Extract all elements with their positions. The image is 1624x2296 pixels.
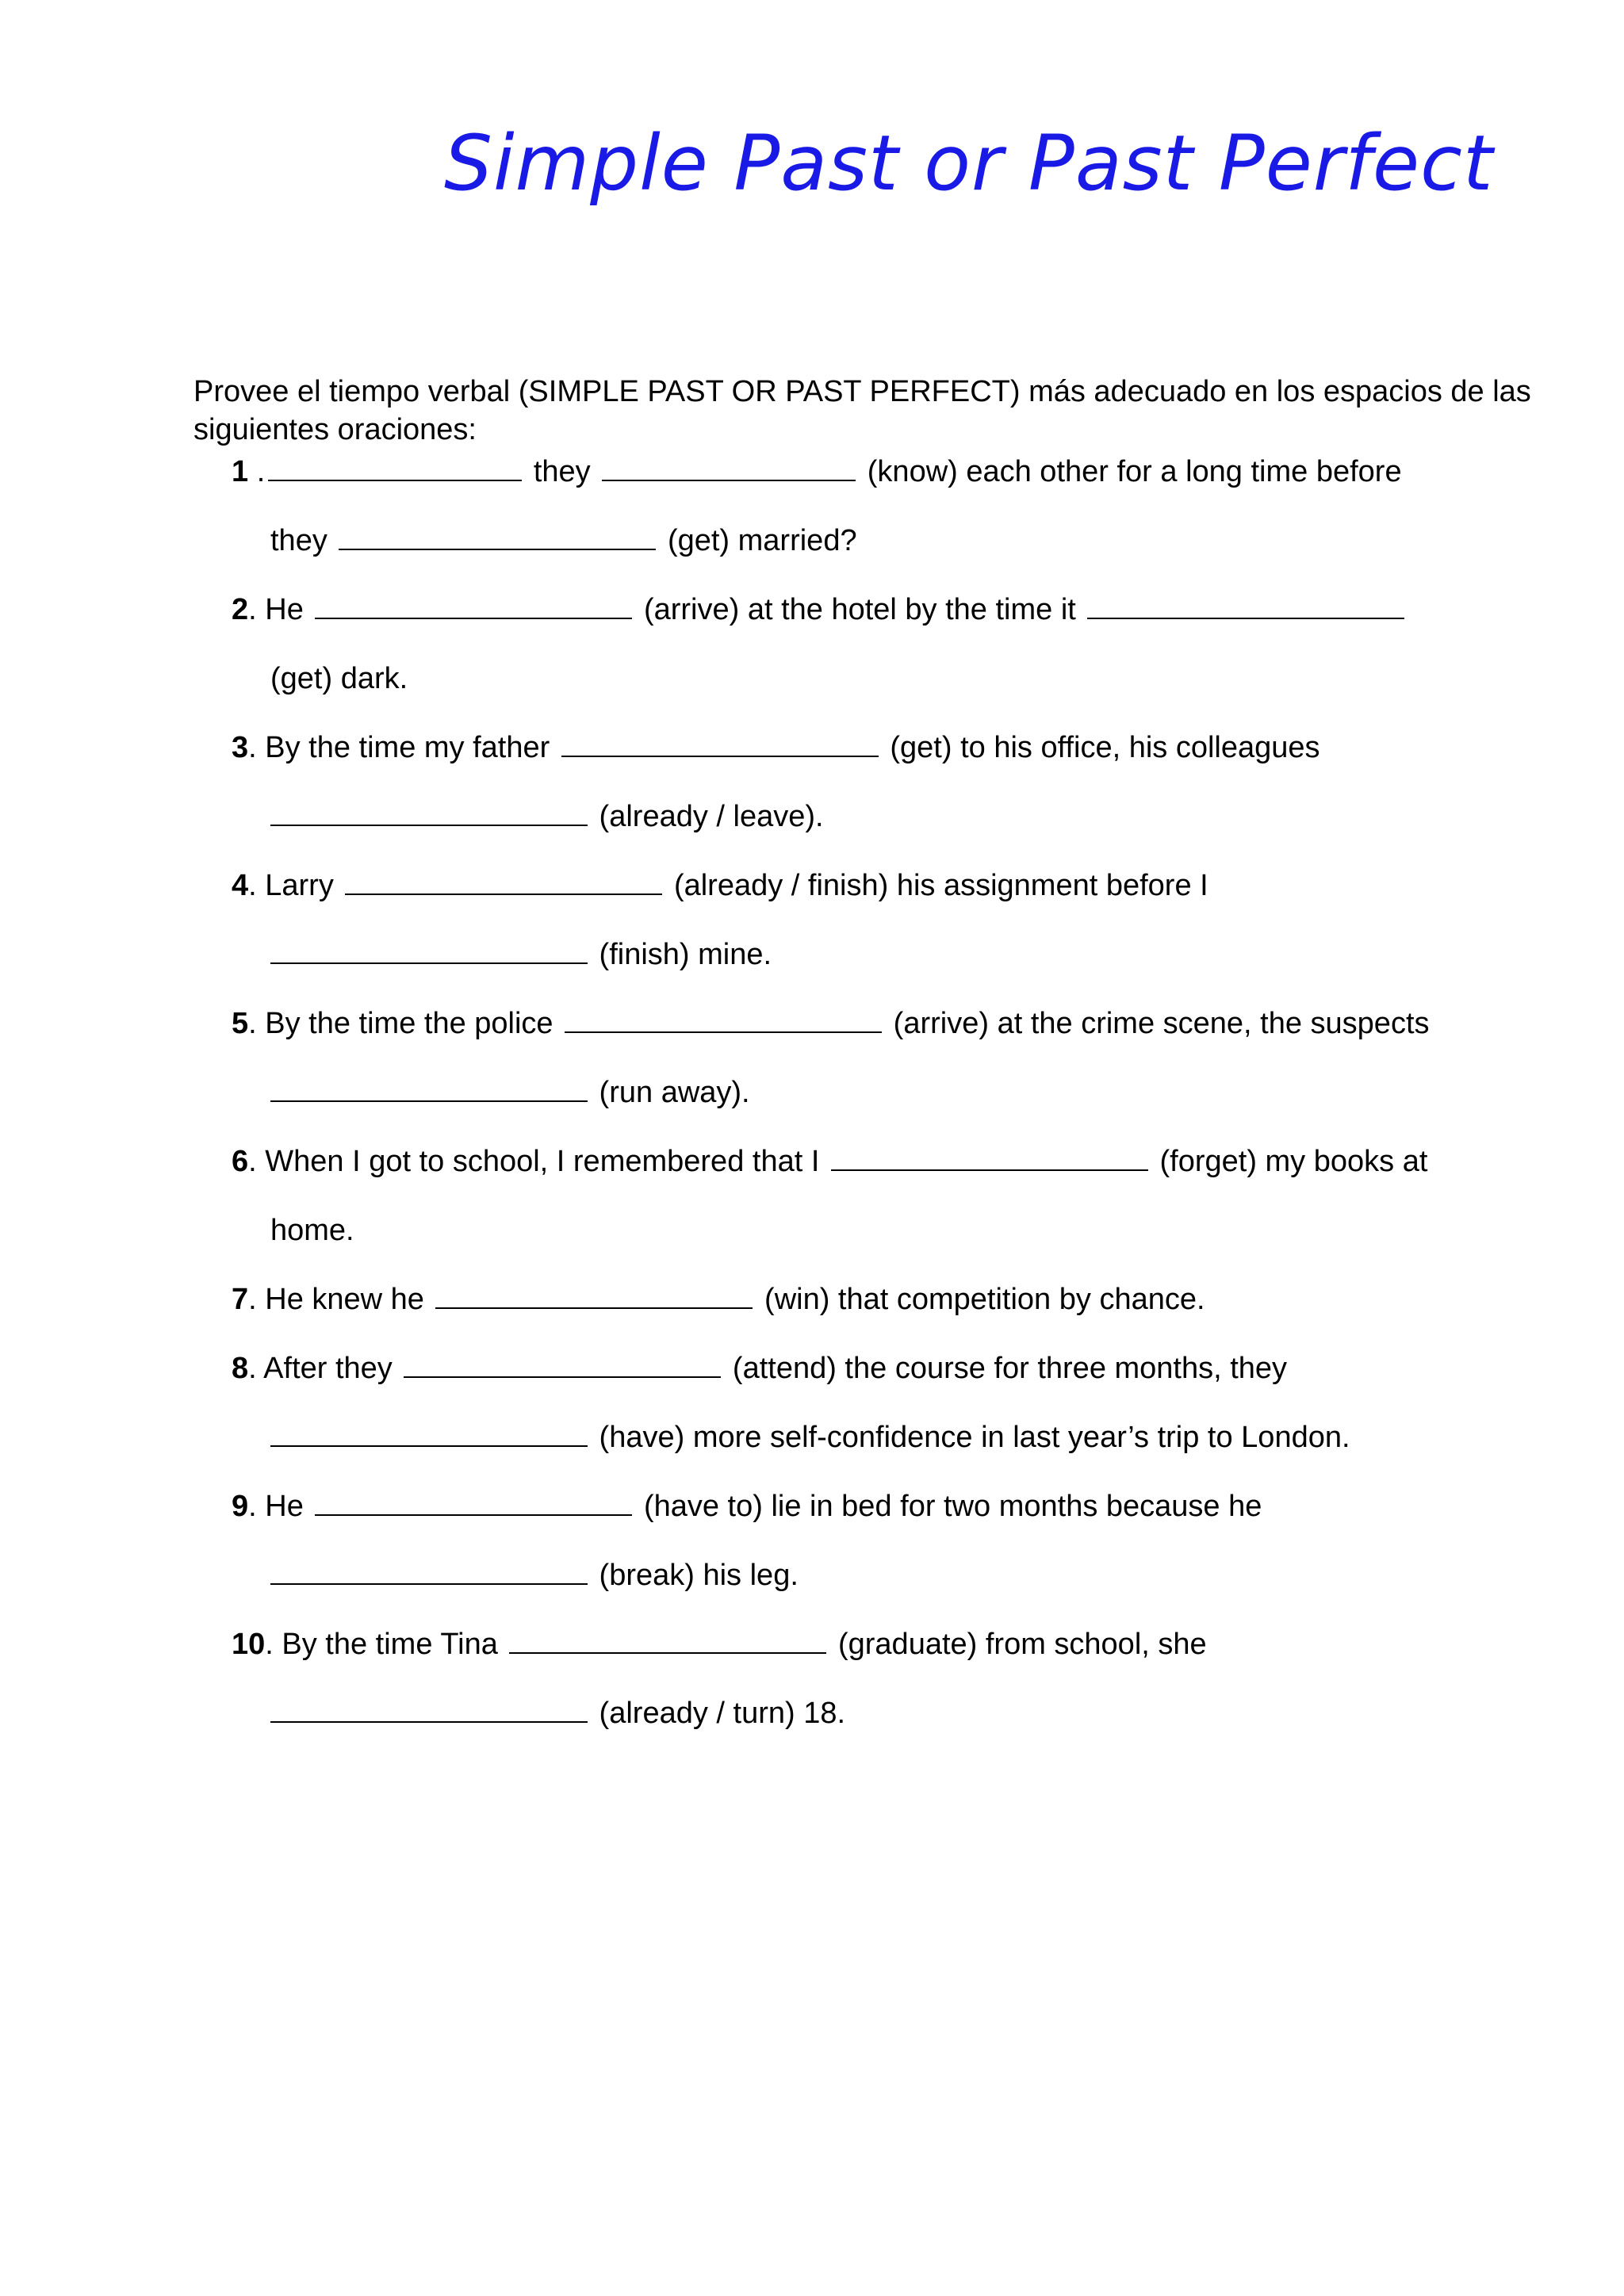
item-text: (already / turn) 18. [591, 1697, 846, 1730]
page-title: Simple Past or Past Perfect [444, 119, 1494, 208]
item-4-line-1 [232, 867, 1208, 905]
item-text: (have) more self-confidence in last year’s trip to London. [591, 1421, 1350, 1454]
answer-blank[interactable] [270, 1556, 588, 1585]
item-9-line-2 [267, 1556, 799, 1594]
item-text: (get) to his office, his colleagues [881, 731, 1320, 764]
item-text: (forget) my books at [1151, 1145, 1428, 1178]
item-number: 2 [232, 593, 249, 626]
item-2-line-1 [232, 591, 1408, 629]
item-text: (have to) lie in bed for two months because he [635, 1490, 1262, 1523]
item-number: 7 [232, 1283, 249, 1316]
item-5-line-1 [232, 1004, 1430, 1043]
answer-blank[interactable] [270, 936, 588, 964]
item-2-line-2 [270, 660, 408, 698]
item-5-line-2 [267, 1073, 750, 1112]
item-10-line-1 [232, 1625, 1207, 1663]
answer-blank[interactable] [339, 522, 656, 550]
item-text: . By the time my father [248, 731, 558, 764]
item-text: (win) that competition by chance. [756, 1283, 1205, 1316]
answer-blank[interactable] [1087, 591, 1404, 619]
item-text: (know) each other for a long time before [859, 455, 1402, 488]
item-number: 5 [232, 1007, 249, 1040]
item-number: 9 [232, 1490, 249, 1523]
item-7-line-1 [232, 1280, 1205, 1318]
item-text [248, 455, 257, 488]
item-number: 6 [232, 1145, 249, 1178]
item-text: . By the time Tina [265, 1628, 507, 1661]
item-text: . After they [248, 1352, 401, 1385]
instructions-text: Provee el tiempo verbal (SIMPLE PAST OR PAST PERFECT) más adecuado en los espacios de las siguientes oraciones: [193, 375, 1531, 446]
item-number: 1 [232, 455, 249, 488]
answer-blank[interactable] [270, 1073, 588, 1102]
item-text: (already / leave). [591, 800, 824, 833]
answer-blank[interactable] [315, 1487, 632, 1516]
item-text: . By the time the police [248, 1007, 562, 1040]
item-text: . Larry [248, 869, 343, 902]
item-8-line-1 [232, 1349, 1287, 1387]
item-1-line-1: 1 . they (know) each other for a long time before [232, 453, 1402, 491]
item-number: 4 [232, 869, 249, 902]
item-text: (arrive) at the crime scene, the suspects [885, 1007, 1430, 1040]
answer-blank[interactable] [565, 1004, 882, 1033]
answer-blank[interactable] [602, 453, 856, 481]
item-text: . He knew he [248, 1283, 433, 1316]
item-text: they [270, 524, 336, 557]
item-number: 3 [232, 731, 249, 764]
item-text: (arrive) at the hotel by the time it [635, 593, 1085, 626]
item-text: home. [270, 1214, 354, 1247]
item-6-line-1 [232, 1142, 1427, 1181]
item-4-line-2 [267, 936, 772, 974]
item-text: (get) married? [659, 524, 857, 557]
item-text: (run away). [591, 1076, 750, 1109]
item-text: (break) his leg. [591, 1559, 799, 1592]
answer-blank[interactable] [435, 1280, 753, 1309]
item-text: (graduate) from school, she [829, 1628, 1207, 1661]
item-text: (finish) mine. [591, 938, 772, 971]
item-text: . He [248, 1490, 312, 1523]
answer-blank[interactable] [831, 1142, 1148, 1171]
answer-blank[interactable] [561, 729, 879, 757]
answer-blank[interactable] [270, 1694, 588, 1723]
item-text: (get) dark. [270, 662, 408, 695]
answer-blank[interactable] [270, 1418, 588, 1447]
item-text: (already / finish) his assignment before I [665, 869, 1208, 902]
answer-blank[interactable] [268, 453, 522, 481]
item-1-line-2 [270, 522, 857, 560]
item-number: 8 [232, 1352, 249, 1385]
answer-blank[interactable] [509, 1625, 826, 1654]
answer-blank[interactable] [345, 867, 662, 895]
item-10-line-2 [267, 1694, 845, 1732]
answer-blank[interactable] [315, 591, 632, 619]
item-8-line-2 [267, 1418, 1350, 1456]
item-number: 10 [232, 1628, 266, 1661]
item-text: they [525, 455, 599, 488]
item-text: . He [248, 593, 312, 626]
item-text: . When I got to school, I remembered that I [248, 1145, 828, 1178]
item-3-line-1 [232, 729, 1320, 767]
answer-blank[interactable] [404, 1349, 721, 1378]
item-3-line-2 [267, 798, 824, 836]
item-9-line-1 [232, 1487, 1262, 1525]
item-text: (attend) the course for three months, they [724, 1352, 1288, 1385]
answer-blank[interactable] [270, 798, 588, 826]
item-6-line-2 [270, 1211, 354, 1249]
